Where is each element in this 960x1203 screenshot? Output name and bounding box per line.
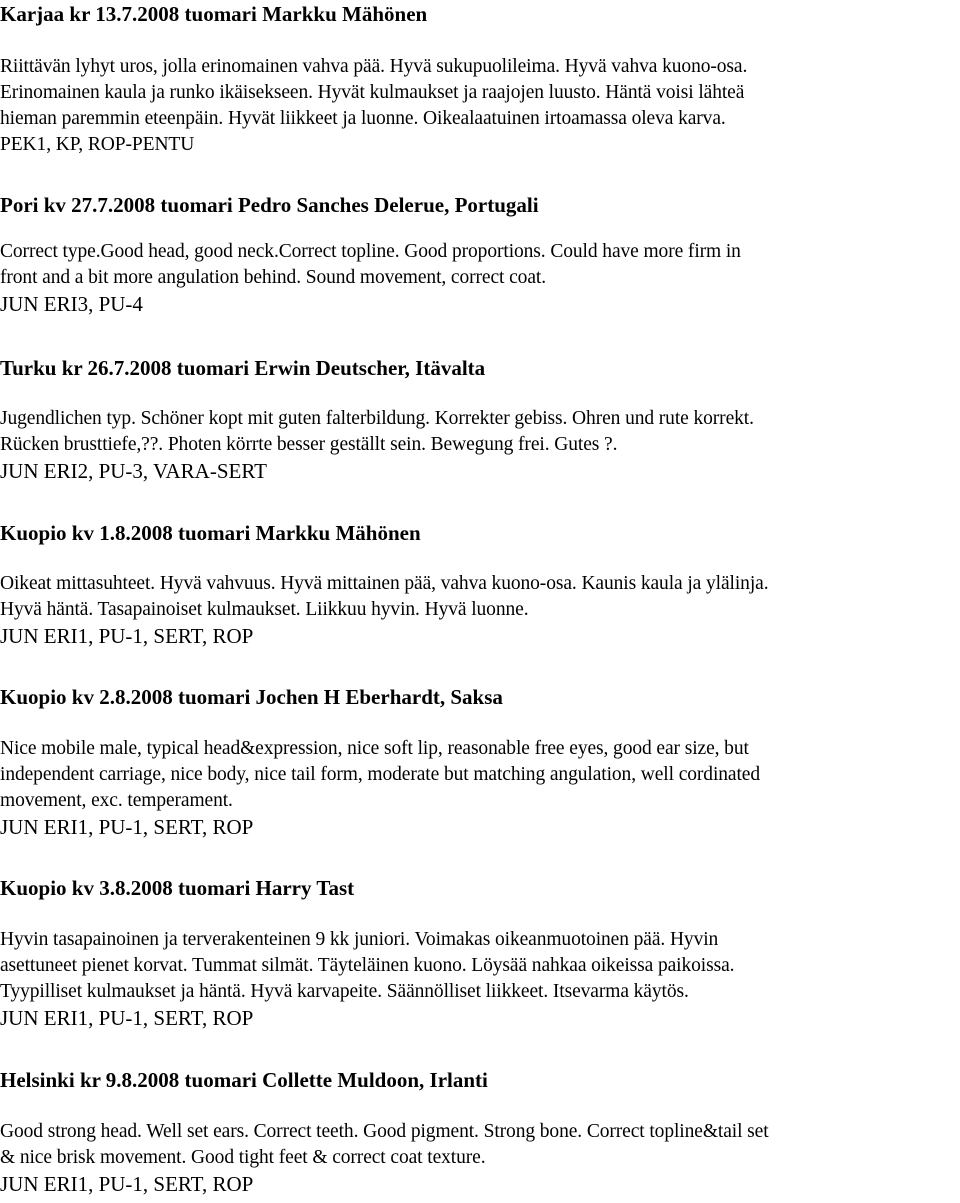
critique-line: independent carriage, nice body, nice tail form, moderate but matching angulation, well cordinated xyxy=(0,764,760,785)
result-line: JUN ERI2, PU-3, VARA-SERT xyxy=(0,459,267,483)
show-entry xyxy=(0,356,960,484)
critique-line: Oikeat mittasuhteet. Hyvä vahvuus. Hyvä mittainen pää, vahva kuono-osa. Kaunis kaula ja ylälinja. xyxy=(0,573,769,594)
show-entry xyxy=(0,2,960,158)
critique-line: Tyypilliset kulmaukset ja häntä. Hyvä karvapeite. Säännölliset liikkeet. Itsevarma käytös. xyxy=(0,981,689,1002)
critique-line: Jugendlichen typ. Schöner kopt mit guten falterbildung. Korrekter gebiss. Ohren und rute korrekt. xyxy=(0,408,754,429)
critique-line: Hyvin tasapainoinen ja terverakenteinen 9 kk juniori. Voimakas oikeanmuotoinen pää. Hyvin xyxy=(0,929,719,950)
critique-line: Rücken brusttiefe,??. Photen körrte besser geställt sein. Bewegung frei. Gutes ?. xyxy=(0,434,618,455)
show-entry xyxy=(0,685,960,840)
result-line: JUN ERI1, PU-1, SERT, ROP xyxy=(0,624,254,648)
result-line: JUN ERI1, PU-1, SERT, ROP xyxy=(0,1172,254,1196)
critique-line: Hyvä häntä. Tasapainoiset kulmaukset. Liikkuu hyvin. Hyvä luonne. xyxy=(0,599,529,620)
critique-line: hieman paremmin eteenpäin. Hyvät liikkeet ja luonne. Oikealaatuinen irtoamassa oleva karva. xyxy=(0,108,726,129)
show-entry xyxy=(0,876,960,1031)
show-entry xyxy=(0,1068,960,1197)
entry-heading: Helsinki kr 9.8.2008 tuomari Collette Muldoon, Irlanti xyxy=(0,1068,488,1092)
critique-line: Correct type.Good head, good neck.Correct topline. Good proportions. Could have more firm in xyxy=(0,241,741,262)
critique-line: movement, exc. temperament. xyxy=(0,790,233,811)
entry-heading: Kuopio kv 1.8.2008 tuomari Markku Mähönen xyxy=(0,521,421,545)
show-entry xyxy=(0,521,960,649)
entry-heading: Kuopio kv 2.8.2008 tuomari Jochen H Eberhardt, Saksa xyxy=(0,685,503,709)
result-line: JUN ERI1, PU-1, SERT, ROP xyxy=(0,815,254,839)
entry-heading: Pori kv 27.7.2008 tuomari Pedro Sanches Delerue, Portugali xyxy=(0,193,539,217)
result-line: JUN ERI3, PU-4 xyxy=(0,292,143,316)
result-line: JUN ERI1, PU-1, SERT, ROP xyxy=(0,1006,254,1030)
critique-line: Riittävän lyhyt uros, jolla erinomainen vahva pää. Hyvä sukupuolileima. Hyvä vahva kuono-osa. xyxy=(0,56,748,77)
critique-line: asettuneet pienet korvat. Tummat silmät. Täyteläinen kuono. Löysää nahkaa oikeissa paikoissa. xyxy=(0,955,735,976)
entry-heading: Kuopio kv 3.8.2008 tuomari Harry Tast xyxy=(0,876,355,900)
critique-line: Good strong head. Well set ears. Correct teeth. Good pigment. Strong bone. Correct topline&tail set xyxy=(0,1121,769,1142)
critique-line: front and a bit more angulation behind. Sound movement, correct coat. xyxy=(0,267,546,288)
result-line: PEK1, KP, ROP-PENTU xyxy=(0,134,195,155)
critique-line: & nice brisk movement. Good tight feet & correct coat texture. xyxy=(0,1147,486,1168)
critique-line: Erinomainen kaula ja runko ikäisekseen. Hyvät kulmaukset ja raajojen luusto. Häntä voisi lähteä xyxy=(0,82,745,103)
entry-heading: Karjaa kr 13.7.2008 tuomari Markku Mähönen xyxy=(0,2,428,26)
show-entry xyxy=(0,193,960,317)
critique-line: Nice mobile male, typical head&expression, nice soft lip, reasonable free eyes, good ear size, but xyxy=(0,738,749,759)
entry-heading: Turku kr 26.7.2008 tuomari Erwin Deutscher, Itävalta xyxy=(0,356,486,380)
